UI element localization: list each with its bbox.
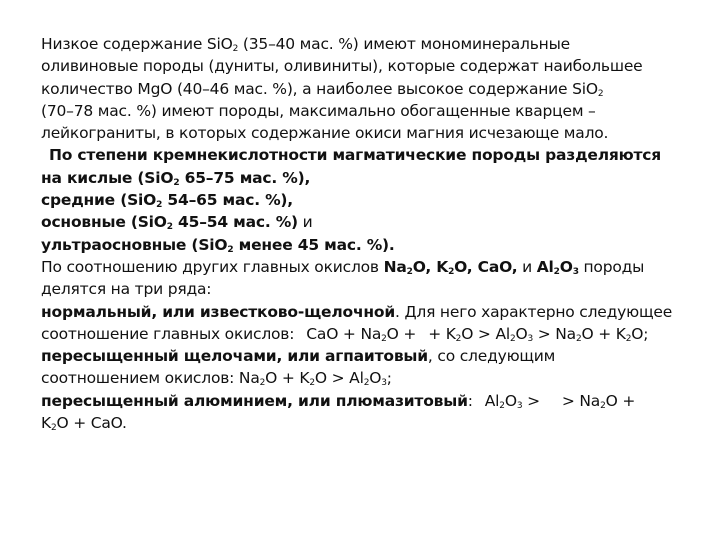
subscript: 2	[455, 333, 462, 344]
subscript: 2	[50, 423, 57, 434]
p1-line-5: лейкограниты, в которых содержание окиси магния исчезающе мало.	[41, 124, 609, 143]
p1-line-3	[41, 78, 691, 100]
conjunction: и	[297, 213, 313, 232]
subscript: 3	[381, 378, 387, 389]
basic-range: 45–54 мас. %)	[172, 213, 298, 232]
series-plumasitic-line-1	[41, 390, 691, 412]
formula-part: O;	[631, 324, 649, 343]
subscript: 2	[575, 333, 582, 344]
subscript: 2	[600, 400, 606, 411]
formula-part: + K	[428, 324, 456, 343]
subscript: 2	[173, 177, 180, 188]
acid-range: 65–75 мас. %),	[179, 168, 311, 187]
series-agpaitic-line-1	[41, 345, 691, 367]
formula-part: O, CaO,	[454, 257, 518, 276]
ultra-text: ультраосновные (SiO	[41, 235, 228, 254]
p1-line-2: оливиновые породы (дуниты, оливиниты), которые содержат наибольшее	[41, 57, 643, 76]
subscript: 2	[259, 378, 266, 389]
formula-part: Al	[484, 391, 500, 410]
conjunction: и	[517, 257, 537, 276]
series-plumasitic-term: пересыщенный алюминием, или плюмазитовый	[41, 391, 468, 410]
subscript: 2	[448, 266, 455, 277]
p1-line-1	[41, 33, 691, 55]
formula-part: O > Al	[314, 369, 364, 388]
formula-part: CaO + Na	[306, 324, 382, 343]
intermediate-rocks-line	[41, 189, 691, 211]
subscript: 2	[166, 222, 173, 233]
acid-text: на кислые (SiO	[41, 168, 174, 187]
subscript: 2	[597, 88, 604, 99]
series-normal-term: нормальный, или известково-щелочной	[41, 302, 396, 321]
series-normal-line-1	[41, 301, 691, 323]
formula-part: O	[515, 324, 528, 343]
oxides-line-2: делятся на три ряда:	[41, 280, 212, 299]
subscript: 3	[527, 333, 534, 344]
subscript: 2	[509, 333, 516, 344]
subscript: 3	[572, 266, 579, 277]
formula-part: O +	[386, 324, 417, 343]
heading-text: По степени кремнекислотности магматические породы разделяются	[49, 146, 662, 165]
subscript: 3	[516, 400, 523, 411]
oxides-line-1	[41, 256, 691, 278]
intermediate-rocks	[41, 191, 293, 209]
subscript: 2	[381, 333, 387, 344]
formula-part: > Na	[561, 391, 601, 410]
subscript: 2	[625, 333, 632, 344]
acid-rocks-line	[41, 167, 691, 189]
series-agpaitic-lead: соотношением окислов: Na	[41, 369, 260, 388]
formula-part: Al	[536, 257, 554, 276]
basic-rocks	[41, 213, 298, 231]
formula-part: > Na	[533, 324, 576, 343]
formula-part: O +	[605, 391, 636, 410]
mid-text: средние (SiO	[41, 191, 157, 210]
subscript: 2	[232, 44, 239, 54]
classification-heading	[41, 144, 691, 166]
p1-line-4: (70–78 мас. %) имеют породы, максимально обогащенные кварцем –	[41, 101, 596, 120]
formula-part: ;	[386, 369, 392, 388]
subscript: 2	[406, 266, 413, 277]
alumina	[537, 258, 579, 276]
series-agpaitic-line-2	[41, 367, 691, 389]
formula-part: O > Al	[461, 324, 510, 343]
series-agpaitic-term: пересыщенный щелочами, или агпаитовый	[41, 347, 428, 366]
formula-part: >	[522, 391, 540, 410]
p1-text: (35–40 мас. %) имеют мономинеральные	[238, 35, 570, 53]
ultra-range: менее 45 мас. %).	[233, 235, 395, 254]
formula-part: K	[41, 414, 51, 433]
subscript: 2	[156, 200, 163, 211]
basic-rocks-line	[41, 211, 691, 233]
p1-text: Низкое содержание SiO	[41, 35, 233, 53]
ultrabasic-rocks-line	[41, 234, 691, 256]
formula-part: O + CaO.	[56, 414, 127, 433]
formula-part: O	[504, 391, 517, 410]
oxides-tail: породы	[578, 257, 645, 276]
formula-part: O + K	[581, 324, 626, 343]
series-normal-lead: соотношение главных окислов:	[41, 324, 295, 343]
p1-text: количество MgO (40–46 мас. %), а наиболее высокое содержание SiO	[41, 79, 598, 98]
series-normal-text: . Для него характерно следующее	[395, 302, 673, 321]
slide-text	[41, 33, 691, 434]
oxides-intro: По соотношению других главных окислов	[41, 257, 384, 276]
subscript: 2	[363, 378, 370, 389]
basic-text: основные (SiO	[41, 213, 167, 232]
subscript: 2	[499, 400, 505, 411]
ultrabasic-rocks	[41, 236, 395, 254]
subscript: 2	[309, 378, 315, 389]
subscript: 2	[553, 266, 560, 277]
series-plumasitic-line-2	[41, 412, 691, 434]
formula-part: O, K	[412, 257, 449, 276]
series-plumasitic-text: :	[467, 391, 473, 410]
formula-part: Na	[383, 257, 407, 276]
subscript: 2	[227, 244, 234, 255]
formula-part: O + K	[265, 369, 310, 388]
acid-rocks	[41, 169, 310, 187]
series-agpaitic-text: , со следующим	[427, 347, 556, 366]
formula-part: O	[369, 369, 382, 388]
oxides-list	[384, 258, 518, 276]
series-normal-line-2	[41, 323, 691, 345]
formula-part: O	[559, 257, 573, 276]
mid-range: 54–65 мас. %),	[162, 191, 293, 210]
